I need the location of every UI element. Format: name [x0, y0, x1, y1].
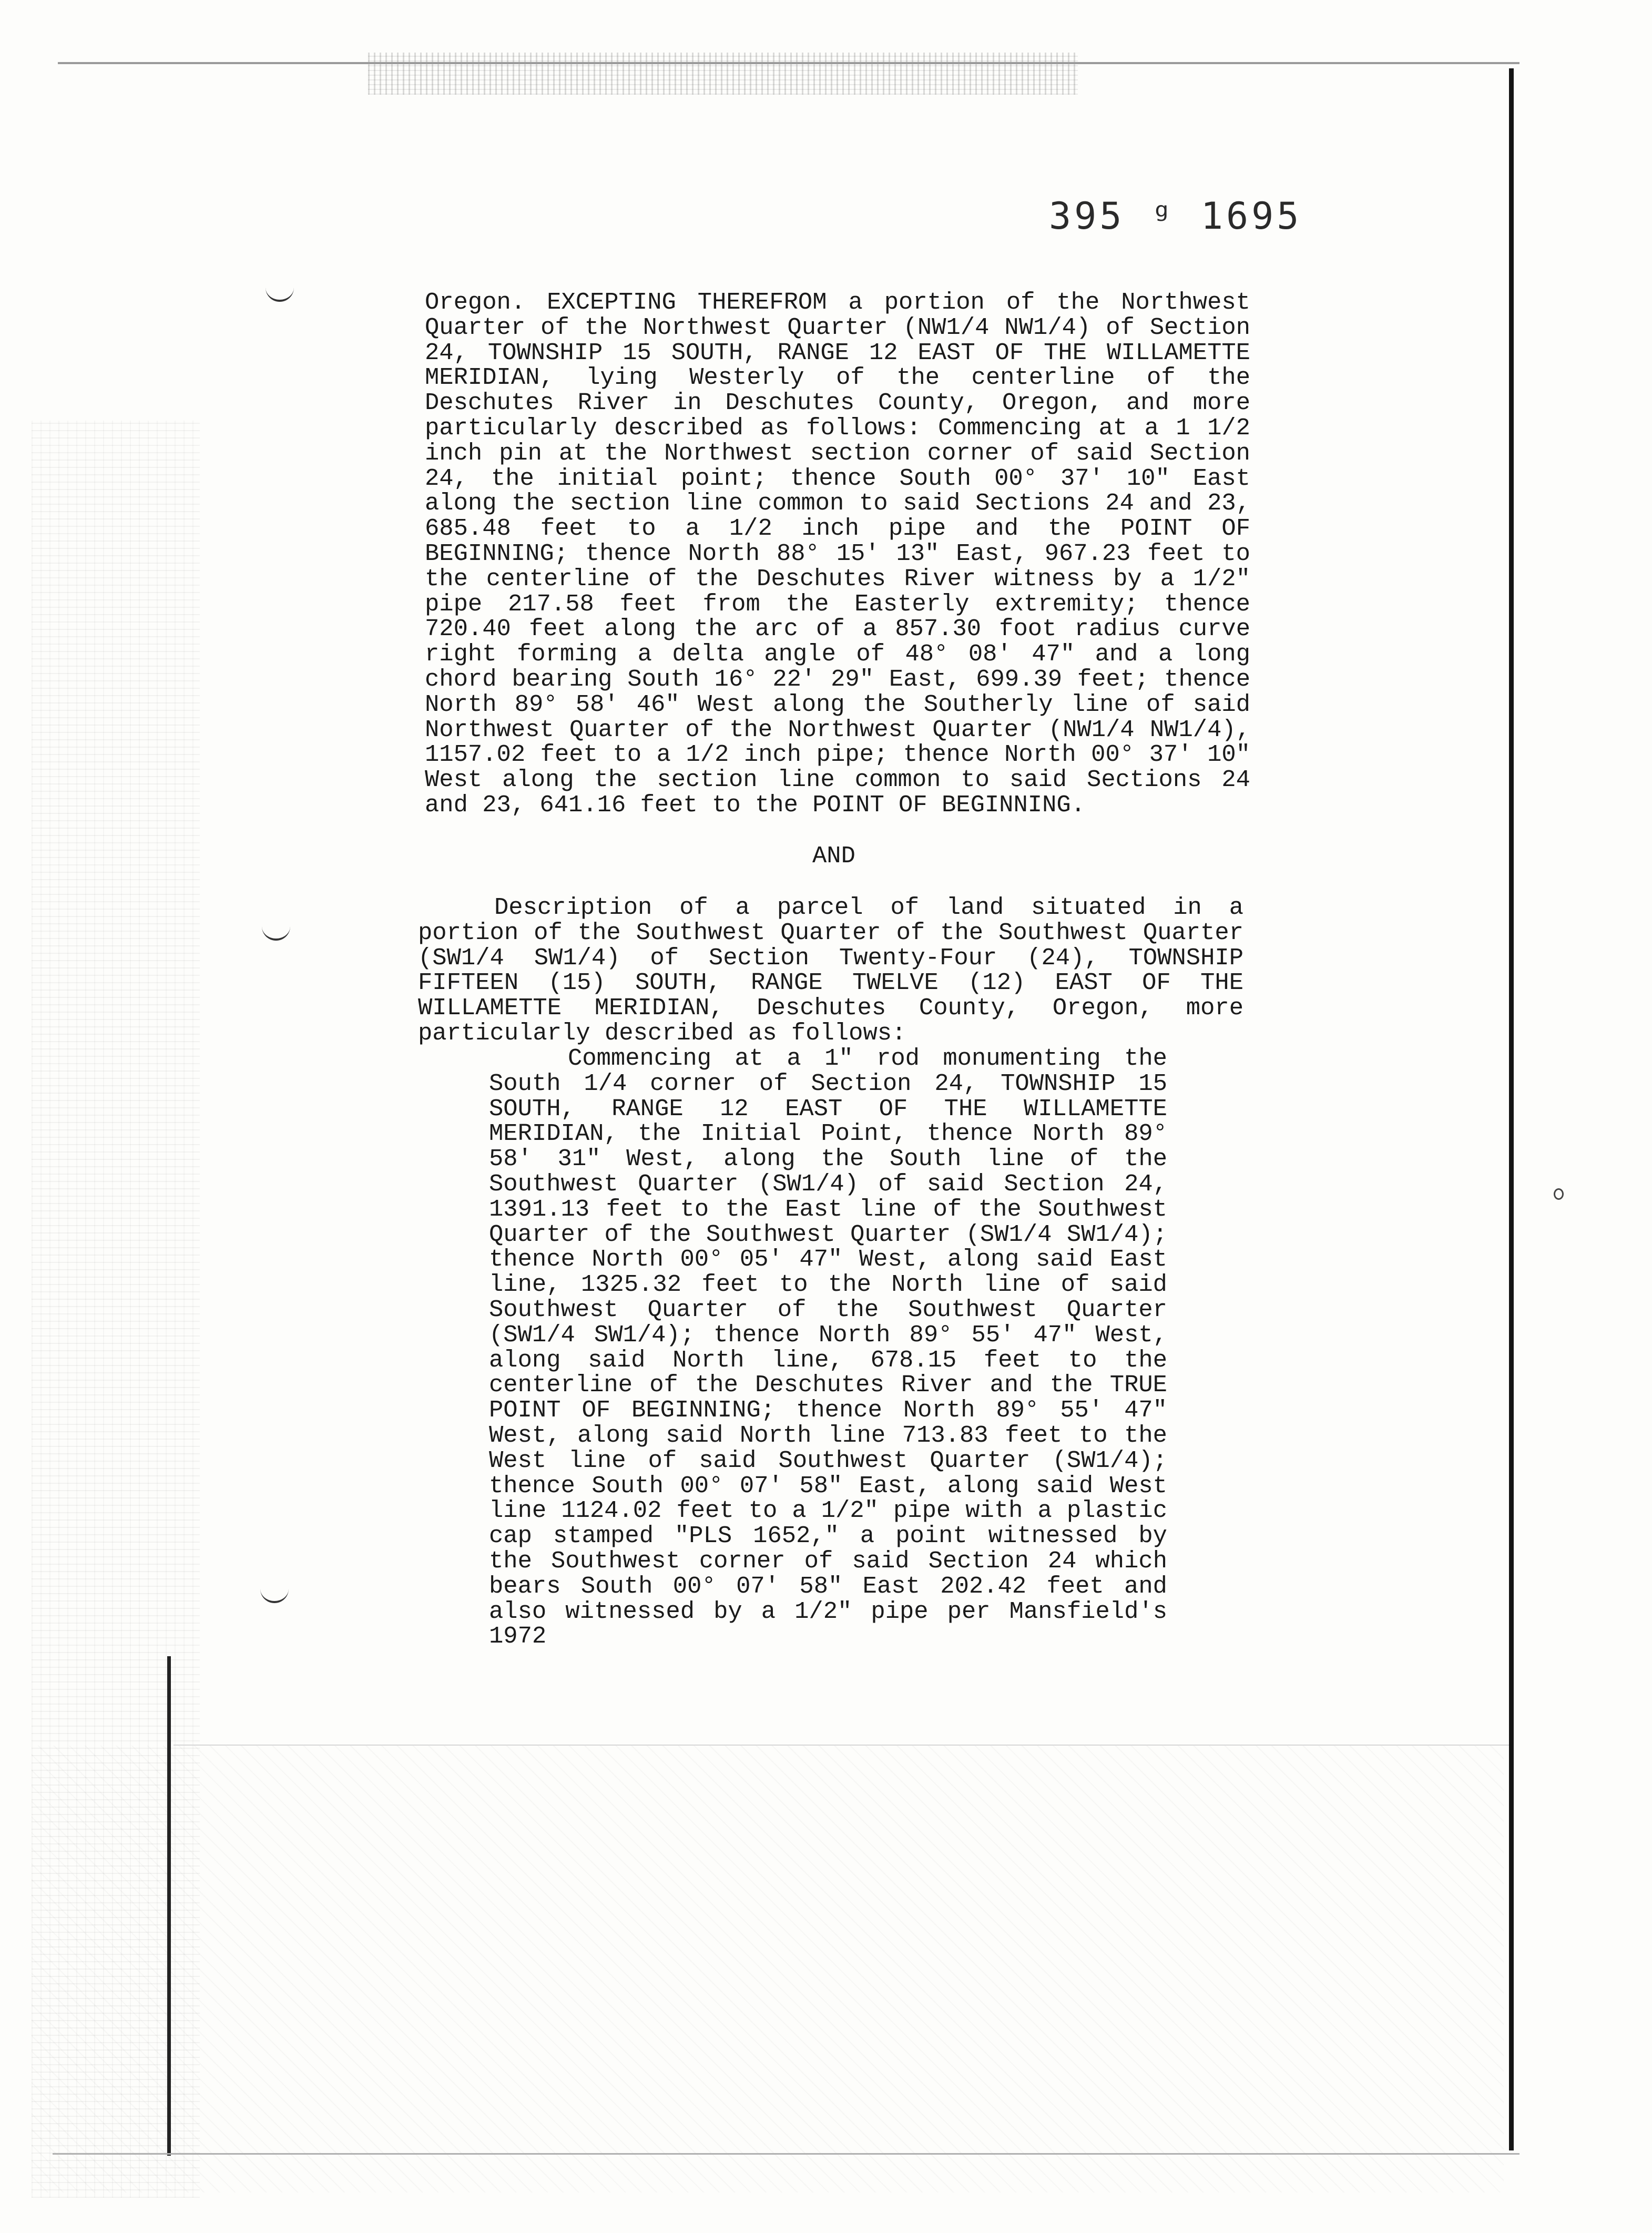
stray-mark — [1554, 1188, 1564, 1200]
punch-hole-mark — [260, 1585, 289, 1603]
and-separator: AND — [812, 842, 855, 870]
scan-edge-bottom — [53, 2153, 1520, 2155]
scan-noise-bottom — [32, 1746, 1504, 2193]
scan-edge-top — [58, 62, 1520, 64]
scan-edge-left — [167, 1656, 171, 2156]
excepting-paragraph: Oregon. EXCEPTING THEREFROM a portion of the Northwest Quarter of the Northwest Quarter (NW1/4 NW1/4) of Section 24, TOWNSHIP 15 SOUTH, RANGE 12 EAST OF THE WILLAMETTE MERIDIAN, lying Westerly of the centerline of the Deschutes River in Deschutes County, Oregon, and more particularly described as follows: Commencing at a 1 1/2 inch pin at the Northwest section corner of said Section 24, the initial point; thence South 00° 37' 10" East along the section line common to said Sections 24 and 23, 685.48 feet to a 1/2 inch pipe and the POINT OF BEGINNING; thence North 88° 15' 13" East, 967.23 feet to the centerline of the Deschutes River witness by a 1/2" pipe 217.58 feet from the Easterly extremity; thence 720.40 feet along the arc of a 857.30 foot radius curve right forming a delta angle of 48° 08' 47" and a long chord bearing South 16° 22' 29" East, 699.39 feet; thence North 89° 58' 46" West along the Southerly line of said Northwest Quarter of the Northwest Quarter (NW1/4 NW1/4), 1157.02 feet to a 1/2 inch pipe; thence North 00° 37' 10" West along the section line common to said Sections 24 and 23, 641.16 feet to the POINT OF BEGINNING. — [425, 289, 1250, 819]
punch-hole-mark — [262, 923, 290, 941]
scan-edge-right — [1509, 68, 1514, 2150]
commencing-paragraph: Commencing at a 1" rod monumenting the South 1/4 corner of Section 24, TOWNSHIP 15 SOUTH, RANGE 12 EAST OF THE WILLAMETTE MERIDIAN, the Initial Point, thence North 89° 58' 31" West, along the South line of the Southwest Quarter (SW1/4) of said Section 24, 1391.13 feet to the East line of the Southwest Quarter of the Southwest Quarter (SW1/4 SW1/4); thence North 00° 05' 47" West, along said East line, 1325.32 feet to the North line of said Southwest Quarter of the Southwest Quarter (SW1/4 SW1/4); thence North 89° 55' 47" West, along said North line, 678.15 feet to the centerline of the Deschutes River and the TRUE POINT OF BEGINNING; thence North 89° 55' 47" West, along said North line 713.83 feet to the West line of said Southwest Quarter (SW1/4); thence South 00° 07' 58" East, along said West line 1124.02 feet to a 1/2" pipe with a plastic cap stamped "PLS 1652," a point witnessed by the Southwest corner of said Section 24 which bears South 00° 07' 58" East 202.42 feet and also witnessed by a 1/2" pipe per Mansfield's 1972 — [489, 1045, 1167, 1650]
page-number: 395 ᵍ 1695 — [1049, 195, 1302, 238]
punch-hole-mark — [266, 284, 294, 302]
parcel-description-paragraph: Description of a parcel of land situated in a portion of the Southwest Quarter of the Southwest Quarter (SW1/4 SW1/4) of Section Twenty-Four (24), TOWNSHIP FIFTEEN (15) SOUTH, RANGE TWELVE (12) EAST OF THE WILLAMETTE MERIDIAN, Deschutes County, Oregon, more particularly described as follows: — [418, 894, 1243, 1047]
scan-noise-top — [368, 53, 1078, 95]
scan-fold-line — [174, 1745, 1509, 1746]
